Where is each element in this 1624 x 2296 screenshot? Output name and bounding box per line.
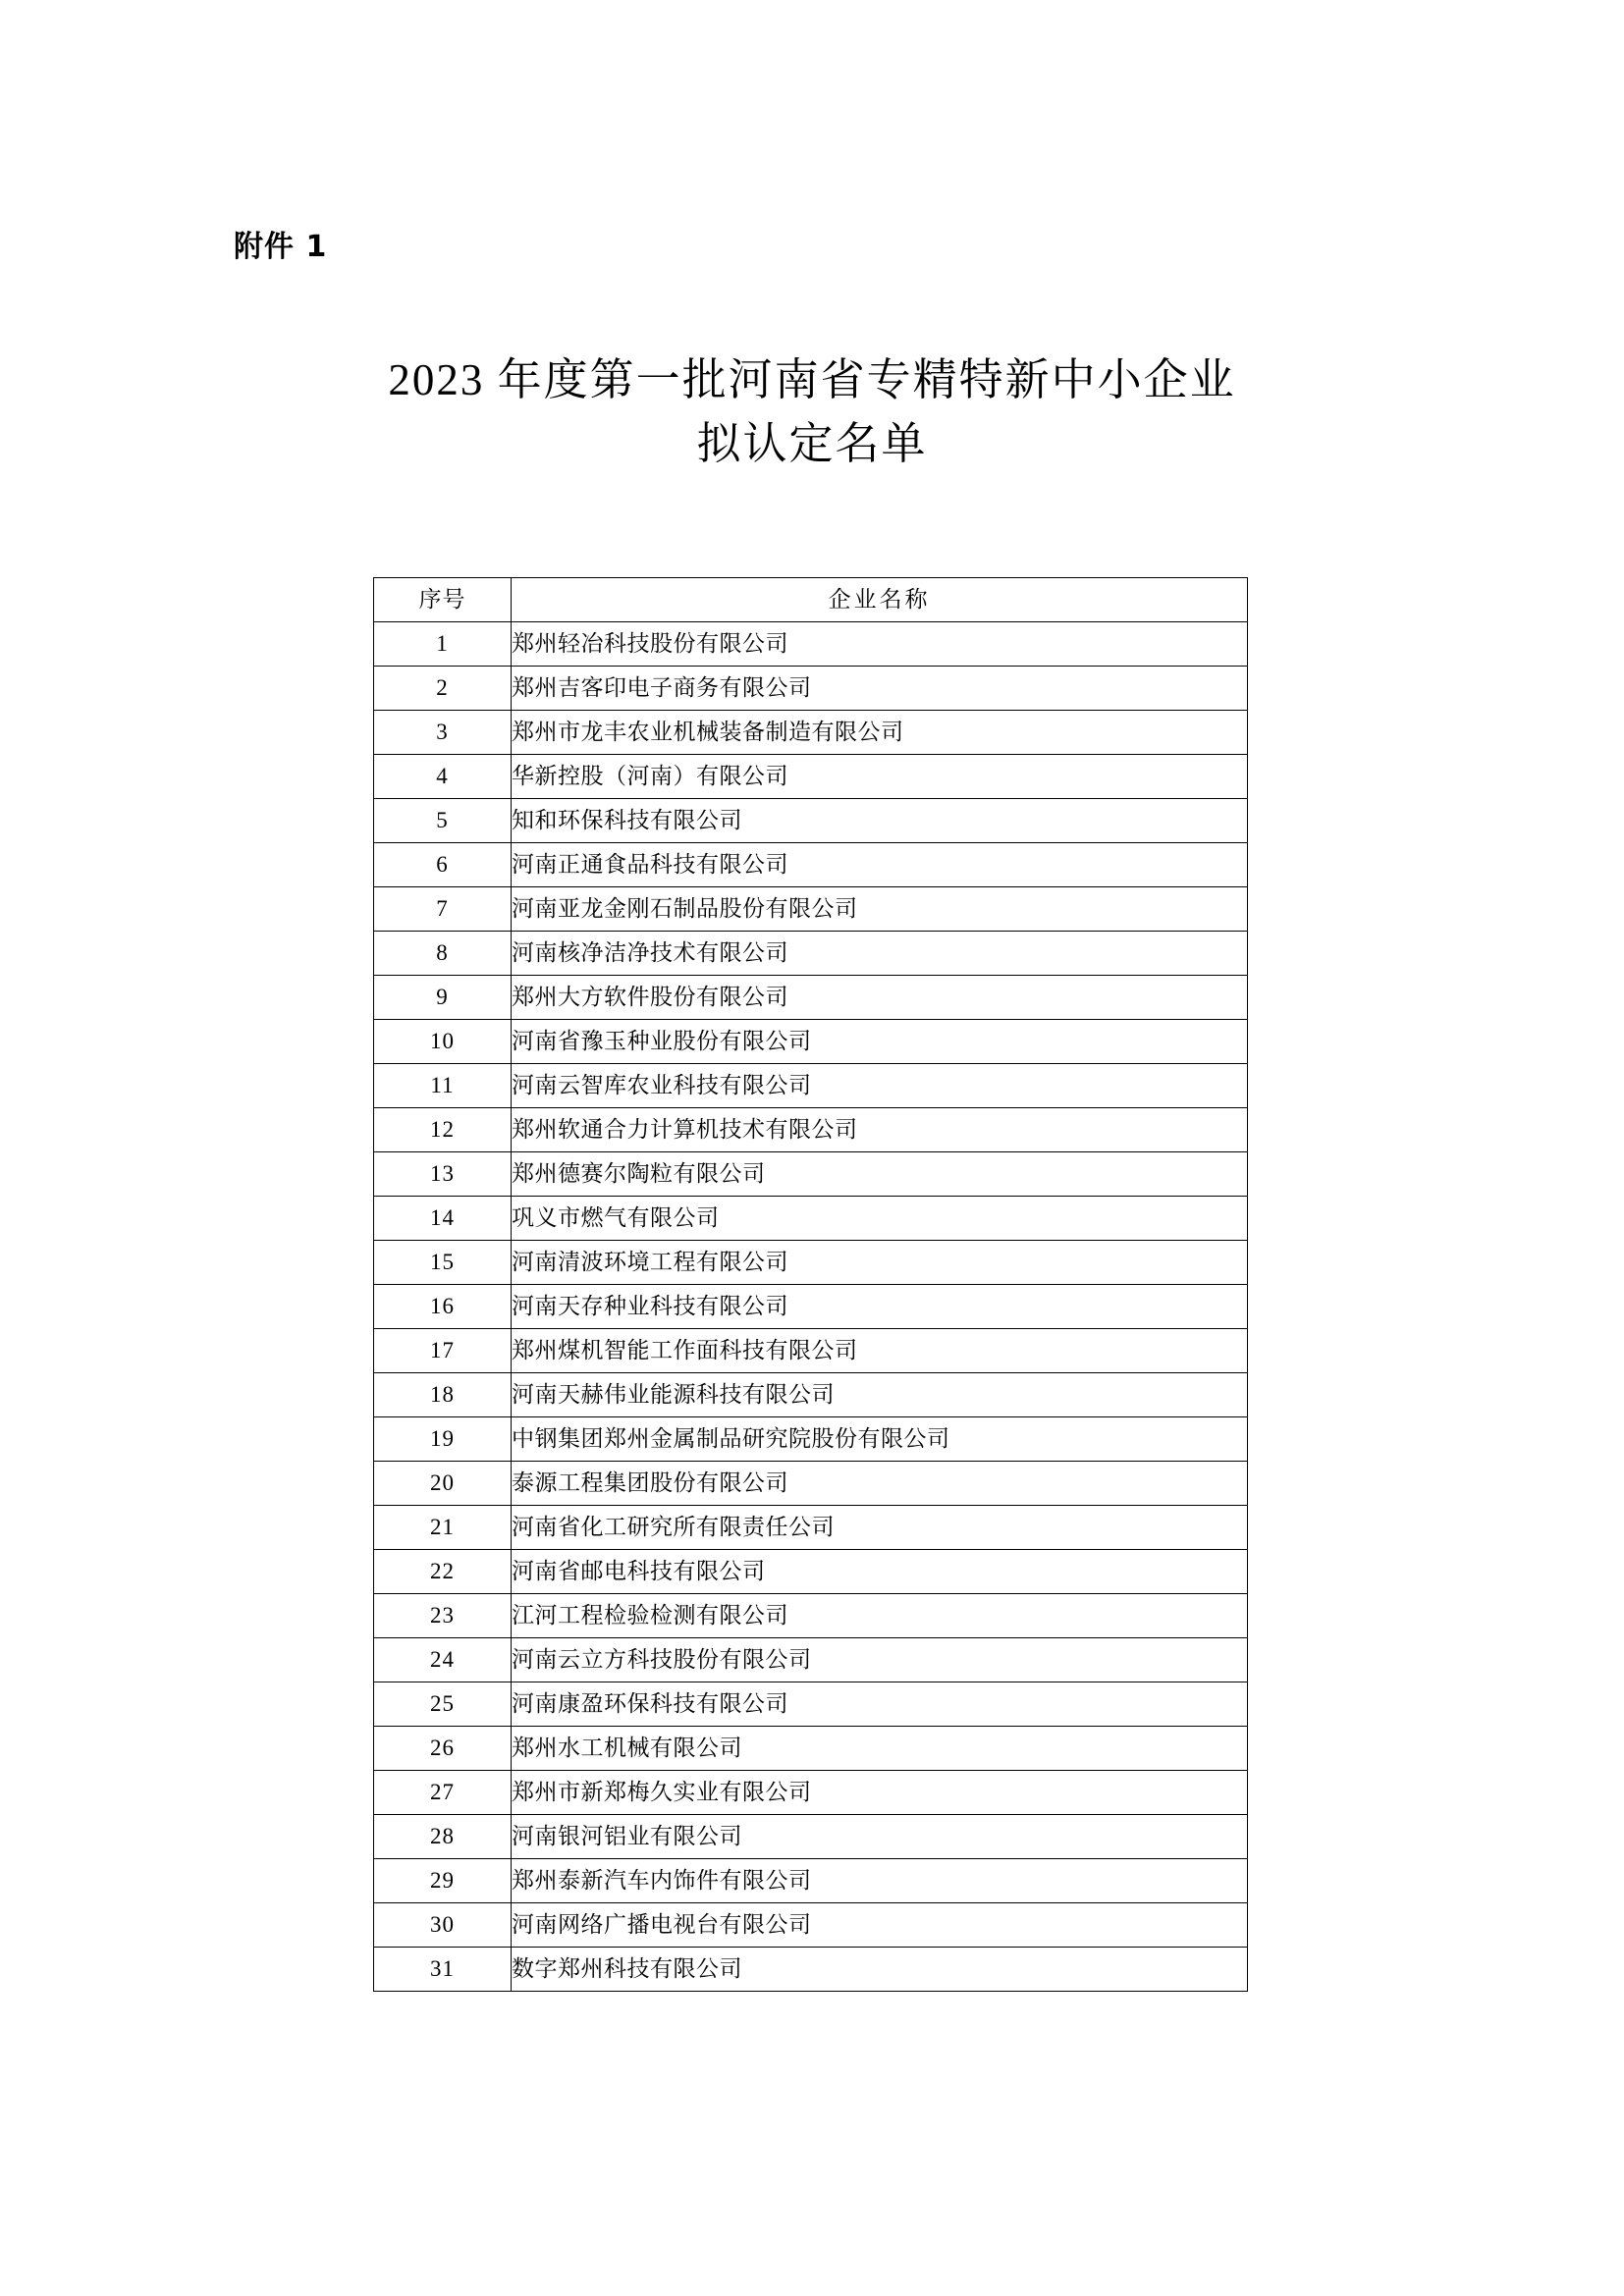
table-row (374, 755, 1248, 799)
table-row (374, 1064, 1248, 1108)
cell-index: 24 (374, 1638, 512, 1682)
attachment-label: 附件 1 (234, 230, 328, 264)
cell-enterprise-name: 数字郑州科技有限公司 (512, 1948, 1248, 1992)
cell-index: 12 (374, 1108, 512, 1152)
column-header-index: 序号 (374, 578, 512, 622)
cell-index: 22 (374, 1550, 512, 1594)
cell-index: 28 (374, 1815, 512, 1859)
table-row (374, 711, 1248, 755)
cell-index: 29 (374, 1859, 512, 1903)
cell-index: 19 (374, 1417, 512, 1462)
cell-enterprise-name: 巩义市燃气有限公司 (512, 1197, 1248, 1241)
page-title-line-2: 拟认定名单 (696, 419, 928, 469)
table-row (374, 976, 1248, 1020)
cell-enterprise-name: 郑州水工机械有限公司 (512, 1727, 1248, 1771)
cell-index: 17 (374, 1329, 512, 1373)
cell-index: 14 (374, 1197, 512, 1241)
table-row (374, 1417, 1248, 1462)
table-row (374, 1506, 1248, 1550)
cell-index: 2 (374, 667, 512, 711)
column-header-enterprise-name: 企业名称 (512, 578, 1248, 622)
table-row (374, 1771, 1248, 1815)
cell-enterprise-name: 河南天存种业科技有限公司 (512, 1285, 1248, 1329)
table-row (374, 1727, 1248, 1771)
cell-enterprise-name: 泰源工程集团股份有限公司 (512, 1462, 1248, 1506)
table-row (374, 1638, 1248, 1682)
cell-enterprise-name: 河南天赫伟业能源科技有限公司 (512, 1373, 1248, 1417)
cell-enterprise-name: 河南康盈环保科技有限公司 (512, 1682, 1248, 1727)
cell-index: 18 (374, 1373, 512, 1417)
table-row (374, 1815, 1248, 1859)
table-header-row (374, 578, 1248, 622)
enterprise-list-table (373, 577, 1248, 1992)
cell-enterprise-name: 江河工程检验检测有限公司 (512, 1594, 1248, 1638)
cell-enterprise-name: 郑州煤机智能工作面科技有限公司 (512, 1329, 1248, 1373)
table-row (374, 799, 1248, 843)
cell-index: 20 (374, 1462, 512, 1506)
table-row (374, 1152, 1248, 1197)
table-row (374, 932, 1248, 976)
cell-enterprise-name: 河南清波环境工程有限公司 (512, 1241, 1248, 1285)
cell-enterprise-name: 郑州泰新汽车内饰件有限公司 (512, 1859, 1248, 1903)
cell-enterprise-name: 河南省化工研究所有限责任公司 (512, 1506, 1248, 1550)
cell-index: 30 (374, 1903, 512, 1948)
table-row (374, 1462, 1248, 1506)
page-title-line-1: 2023 年度第一批河南省专精特新中小企业 (388, 355, 1236, 404)
table-row (374, 622, 1248, 667)
cell-enterprise-name: 中钢集团郑州金属制品研究院股份有限公司 (512, 1417, 1248, 1462)
cell-index: 15 (374, 1241, 512, 1285)
cell-enterprise-name: 郑州吉客印电子商务有限公司 (512, 667, 1248, 711)
cell-enterprise-name: 河南正通食品科技有限公司 (512, 843, 1248, 887)
table-body (374, 622, 1248, 1992)
table-row (374, 1859, 1248, 1903)
table-row (374, 1594, 1248, 1638)
cell-enterprise-name: 河南核净洁净技术有限公司 (512, 932, 1248, 976)
page-title (0, 348, 1624, 477)
cell-index: 7 (374, 887, 512, 932)
cell-index: 4 (374, 755, 512, 799)
cell-index: 11 (374, 1064, 512, 1108)
cell-enterprise-name: 知和环保科技有限公司 (512, 799, 1248, 843)
cell-index: 6 (374, 843, 512, 887)
table-row (374, 1329, 1248, 1373)
cell-enterprise-name: 河南云立方科技股份有限公司 (512, 1638, 1248, 1682)
cell-index: 23 (374, 1594, 512, 1638)
cell-enterprise-name: 郑州市龙丰农业机械装备制造有限公司 (512, 711, 1248, 755)
cell-index: 10 (374, 1020, 512, 1064)
cell-index: 25 (374, 1682, 512, 1727)
table-row (374, 843, 1248, 887)
cell-enterprise-name: 郑州大方软件股份有限公司 (512, 976, 1248, 1020)
cell-index: 13 (374, 1152, 512, 1197)
table-row (374, 667, 1248, 711)
cell-index: 26 (374, 1727, 512, 1771)
table-row (374, 1197, 1248, 1241)
table-row (374, 1020, 1248, 1064)
table-row (374, 1373, 1248, 1417)
cell-enterprise-name: 河南网络广播电视台有限公司 (512, 1903, 1248, 1948)
cell-enterprise-name: 华新控股（河南）有限公司 (512, 755, 1248, 799)
cell-index: 1 (374, 622, 512, 667)
cell-enterprise-name: 郑州德赛尔陶粒有限公司 (512, 1152, 1248, 1197)
table-row (374, 1550, 1248, 1594)
cell-enterprise-name: 河南省邮电科技有限公司 (512, 1550, 1248, 1594)
table-row (374, 1241, 1248, 1285)
cell-index: 5 (374, 799, 512, 843)
table-row (374, 1903, 1248, 1948)
cell-enterprise-name: 河南银河铝业有限公司 (512, 1815, 1248, 1859)
table-row (374, 1285, 1248, 1329)
cell-index: 9 (374, 976, 512, 1020)
table-row (374, 1948, 1248, 1992)
cell-enterprise-name: 郑州轻冶科技股份有限公司 (512, 622, 1248, 667)
cell-enterprise-name: 郑州软通合力计算机技术有限公司 (512, 1108, 1248, 1152)
table-row (374, 1108, 1248, 1152)
cell-index: 31 (374, 1948, 512, 1992)
cell-enterprise-name: 河南亚龙金刚石制品股份有限公司 (512, 887, 1248, 932)
table-row (374, 1682, 1248, 1727)
cell-enterprise-name: 河南云智库农业科技有限公司 (512, 1064, 1248, 1108)
cell-index: 27 (374, 1771, 512, 1815)
cell-enterprise-name: 郑州市新郑梅久实业有限公司 (512, 1771, 1248, 1815)
cell-index: 21 (374, 1506, 512, 1550)
table-row (374, 887, 1248, 932)
cell-index: 16 (374, 1285, 512, 1329)
cell-index: 3 (374, 711, 512, 755)
cell-index: 8 (374, 932, 512, 976)
enterprise-list-table-wrapper (373, 577, 1247, 1992)
cell-enterprise-name: 河南省豫玉种业股份有限公司 (512, 1020, 1248, 1064)
